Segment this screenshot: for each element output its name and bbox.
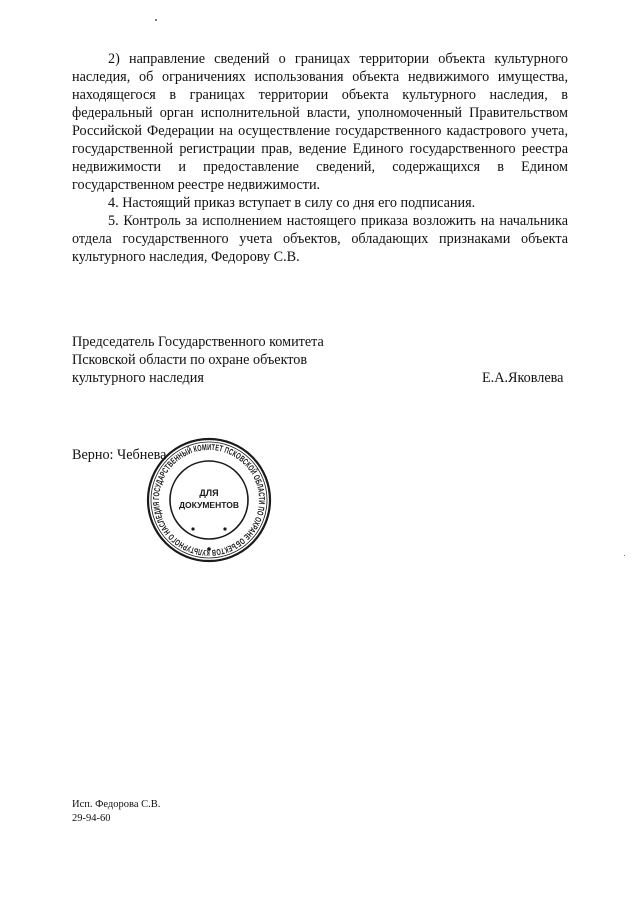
signer-title-line-1: Председатель Государственного комитета [72, 334, 324, 350]
stamp-dot-left [191, 527, 194, 530]
stamp-dot-center [207, 547, 211, 551]
scan-speck [624, 555, 625, 556]
stamp-center-line1: ДЛЯ [199, 488, 219, 498]
stamp-ring-text: ГОСУДАРСТВЕННЫЙ КОМИТЕТ ПСКОВСКОЙ ОБЛАСТИ ПО ОХРАНЕ ОБЪЕКТОВ КУЛЬТУРНОГО НАСЛЕДИЯ [150, 441, 268, 559]
stamp-dot-right [223, 527, 226, 530]
stamp-center-line2: ДОКУМЕНТОВ [179, 500, 239, 510]
signer-title-line-3: культурного наследия [72, 370, 204, 386]
official-stamp [145, 436, 273, 564]
certified-copy-note: Верно: Чебнева [72, 447, 167, 463]
scan-speck [155, 19, 157, 21]
executor-name: Исп. Федорова С.В. [72, 799, 161, 810]
paragraph-5: 5. Контроль за исполнением настоящего приказа возложить на начальника отдела государственного учета объектов, обладающих признаками объекта культурного наследия, Федорову С.В. [72, 213, 568, 265]
executor-phone: 29-94-60 [72, 813, 111, 824]
paragraph-2: 2) направление сведений о границах территории объекта культурного наследия, об ограничениях использования объекта недвижимого имущества, находящегося в границах территории объекта культурного наследия, в федеральный орган исполнительной власти, уполномоченный Правительством Российской Федерации на осуществление государственного кадастрового учета, государственной регистрации прав, ведение Единого государственного реестра недвижимости и предоставление сведений, содержащихся в Едином государственном реестре недвижимости. [72, 51, 568, 193]
paragraph-4: 4. Настоящий приказ вступает в силу со дня его подписания. [108, 195, 476, 211]
signer-name: Е.А.Яковлева [482, 370, 564, 386]
signer-title-line-2: Псковской области по охране объектов [72, 352, 308, 368]
